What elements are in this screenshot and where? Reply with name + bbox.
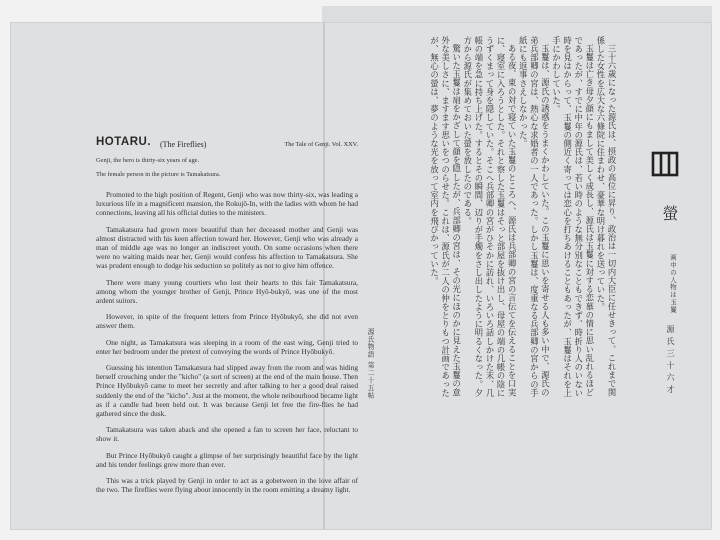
- paragraph: There were many young courtiers who lost their hearts to this fair Tamakatsura, among whom the younger brother of Genji, Prince Hyō-bukyō, was one of the most ardent suitors.: [96, 277, 358, 306]
- japanese-title: 螢: [660, 205, 679, 221]
- japanese-source-label: 源氏物語 第二十五帖: [366, 328, 374, 400]
- paragraph: This was a trick played by Genji in order to act as a gobetween in the love affair of the two. The fireflies were flying about innocently in the room emitting a dreamy light.: [96, 476, 358, 495]
- page-title: HOTARU.: [96, 136, 152, 148]
- paragraph: Promoted to the high position of Regent, Genji who was now thirty-six, was leading a luxurious life in a magnificent mansion, the Rokujō-In, with the ladies with whom he had connections, leaving all his official duties to the ministers.: [96, 190, 358, 218]
- japanese-text-block: [379, 36, 617, 398]
- series-label: The Tale of Genji. Vol. XXV.: [284, 141, 358, 148]
- paragraph: Tamakatsura had grown more beautiful than her deceased mother and Genji was almost distracted with his keen affection toward her. However, Genji who was already a man of middle age was no longer an indiscreet youth. On some occasions when there were no waiting maids near her, Genji would confess his affection to Tamakatsura. She was prudent enough to dodge his seduction so politely as not to give him offence.: [96, 224, 358, 271]
- jp-paragraph: 驚いた玉鬘は扇をかざして顔を隠したが、兵部卿の宮は、その光にほのかに見えた玉鬘の意外な美しさに、ますます思いをつのらせた。これは、源氏が二人の仲をとりもつ計画であったが、無心の螢は、夢のような光を放って室内を飛びかっていた。: [429, 36, 462, 398]
- jp-paragraph: 玉鬘は亡き母夕顔にもまして美しく成長し、源氏は玉鬘に対する恋慕の情に思い乱れるほどであったが、すでに中年の源氏は、若い時のような無分別なこともできず、時折り人のいない時を見はからって、玉鬘の側近く寄っては恋心を打ちあけることもあったが、玉鬘はそれを上手にかわしていた。: [551, 36, 595, 398]
- page-subtitle: (The Fireflies): [160, 140, 207, 149]
- paragraph: However, in spite of the frequent letters from Prince Hyōbukyō, she did not even answer them.: [96, 312, 358, 331]
- paragraph: Guessing his intention Tamakatsura had slipped away from the room and was hiding herself crouching under the "kicho" (a sort of screen) at the end of the main house. Then Prince Hyōbukyō came to meet her secretly and after talking to her a good deal raised suddenly the end of the "kicho". Just at the moment, the whole neibourhood became light as if a candle had been held out. It was because Genji let free the fire-flies he had gathered since the dusk.: [96, 363, 358, 419]
- person-note: The female person in the picture is Tamakatsura.: [96, 171, 221, 178]
- title-row: [96, 138, 358, 152]
- jp-paragraph: 三十六歳になった源氏は、摂政の高位に昇り、政治は一切内大臣に任せきって、これまで関係した女性を広大な六條院に住まわせ、豪華な明け暮れを送っていた。: [595, 36, 617, 397]
- paragraph: One night, as Tamakatsura was sleeping in a room of the east wing, Genji tried to enter her bedroom under the pretext of conveying the words of Prince Hyōbukyō.: [96, 337, 358, 356]
- age-note: Genji, the hero is thirty-six years of age.: [96, 157, 200, 164]
- japanese-person-note: 画中の人物は玉鬘: [669, 254, 677, 314]
- paragraph: Tamakatsura was taken aback and she opened a fan to screen her face, reluctant to show it.: [96, 425, 358, 444]
- paragraph: But Prince Hyōbukyō caught a glimpse of her surprisingly beautiful face by the light and his tender feelings grew more than ever.: [96, 450, 358, 469]
- publisher-mark-icon: [650, 148, 680, 178]
- japanese-age-label: 源氏三十六才: [666, 325, 675, 397]
- jp-paragraph: ある夜、東の対で寝ていた玉鬘のところへ、源氏は兵部卿の宮の言伝てを伝えることを口実に、寝室に入ろうとした。それと察した玉鬘はそっと部屋を抜け出し、母屋の端の几帳の陰にうずくまって身を隠していた。そこへ兵部卿の宮がひそかに訪れ、いろいろ話しかけた末、几帳の端を急に持ち上げた。するとその瞬間、辺りが手燭をさし出したように明るくなった。夕方から源氏が集めておいた螢を放したのである。: [462, 36, 518, 398]
- english-text-block: [96, 138, 358, 501]
- jp-paragraph: 玉鬘は、源氏の誘惑をうまくかわしていた。この玉鬘に思いを寄せる人も多い中で、源氏の弟兵部卿の宮は、熱心な求婚者の一人であった。しかし玉鬘は、度重なる兵部卿の宮からの手紙にも返事さえしなかった。: [518, 36, 551, 398]
